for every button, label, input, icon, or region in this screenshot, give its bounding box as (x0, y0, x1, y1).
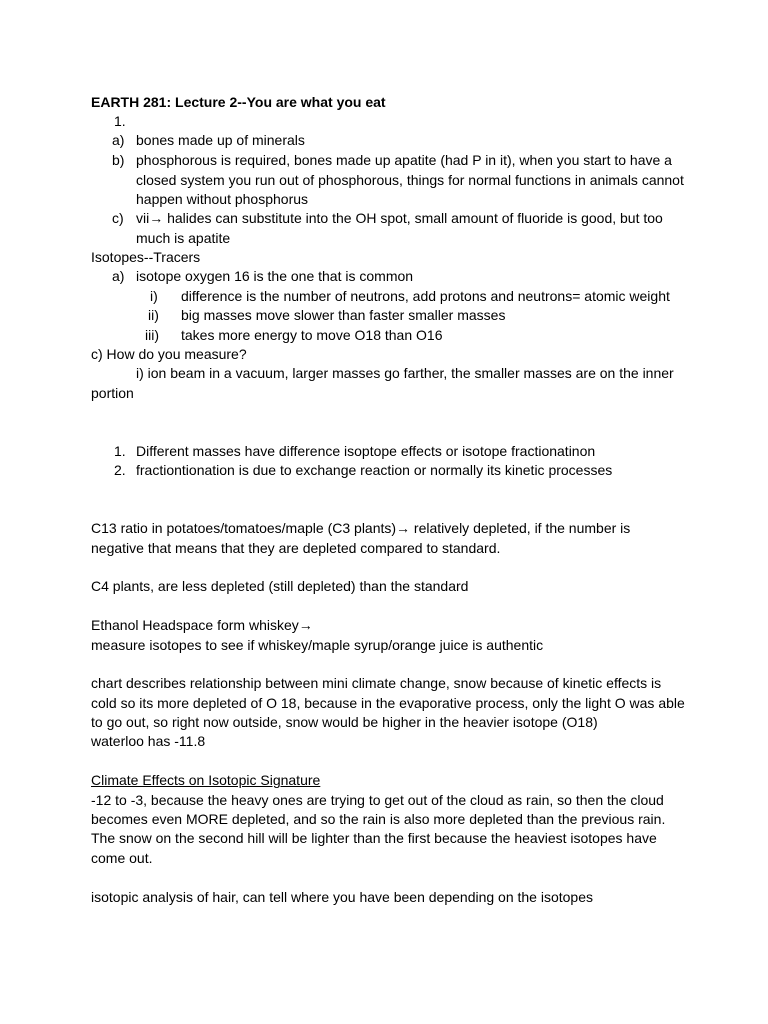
list-item-text: isotope oxygen 16 is the one that is common (136, 268, 414, 284)
sublist-marker: i) (150, 288, 158, 304)
paragraph-line: waterloo has -11.8 (91, 733, 206, 749)
sublist-marker: ii) (148, 307, 159, 323)
list-number: 1. (114, 113, 126, 129)
list-number: 2. (114, 462, 126, 478)
list-item-text: Different masses have difference isoptope effects or isotope fractionatinon (136, 443, 596, 459)
list-marker: b) (112, 152, 125, 168)
list-number: 1. (114, 443, 126, 459)
paragraph-line: C13 ratio in potatoes/tomatoes/maple (C3 plants)→ relatively depleted, if the number is (91, 520, 631, 536)
list-marker: a) (112, 132, 125, 148)
sublist-marker: iii) (145, 327, 159, 343)
section-heading: Isotopes--Tracers (91, 249, 201, 265)
list-item-text: much is apatite (136, 230, 231, 246)
sublist-item-text: big masses move slower than faster smaller masses (181, 307, 506, 323)
sublist-item-text: takes more energy to move O18 than O16 (181, 327, 443, 343)
section-heading-underlined: Climate Effects on Isotopic Signature (91, 772, 321, 788)
paragraph-line: measure isotopes to see if whiskey/maple syrup/orange juice is authentic (91, 637, 544, 653)
list-item-text: closed system you run out of phosphorous, things for normal functions in animals cannot (136, 172, 684, 188)
list-marker: c) (112, 210, 124, 226)
paragraph-line: isotopic analysis of hair, can tell where you have been depending on the isotopes (91, 889, 594, 905)
list-marker: a) (112, 268, 125, 284)
paragraph-line: The snow on the second hill will be lighter than the first because the heaviest isotopes have (91, 830, 657, 846)
document-title: EARTH 281: Lecture 2--You are what you eat (91, 94, 386, 110)
list-item-text: bones made up of minerals (136, 132, 305, 148)
sublist-item-text: difference is the number of neutrons, add protons and neutrons= atomic weight (181, 288, 670, 304)
paragraph-line: becomes even MORE depleted, and so the rain is also more depleted than the previous rain. (91, 811, 666, 827)
list-item-text: portion (91, 385, 134, 401)
list-item-text: i) ion beam in a vacuum, larger masses go farther, the smaller masses are on the inner (136, 365, 674, 381)
paragraph-line: negative that means that they are depleted compared to standard. (91, 540, 501, 556)
paragraph-line: -12 to -3, because the heavy ones are trying to get out of the cloud as rain, so then the cloud (91, 792, 664, 808)
paragraph-line: cold so its more depleted of O 18, because in the evaporative process, only the light O was able (91, 695, 685, 711)
paragraph-line: chart describes relationship between mini climate change, snow because of kinetic effects is (91, 675, 662, 691)
paragraph-line: C4 plants, are less depleted (still depleted) than the standard (91, 578, 469, 594)
list-item-text: vii→ halides can substitute into the OH spot, small amount of fluoride is good, but too (136, 210, 663, 226)
paragraph-line: Ethanol Headspace form whiskey→ (91, 617, 313, 633)
paragraph-line: come out. (91, 850, 153, 866)
list-item-text: phosphorous is required, bones made up apatite (had P in it), when you start to have a (136, 152, 672, 168)
list-item-text: fractiontionation is due to exchange reaction or normally its kinetic processes (136, 462, 613, 478)
list-item-text: happen without phosphorus (136, 191, 309, 207)
paragraph-line: to go out, so right now outside, snow would be higher in the heavier isotope (O18) (91, 714, 598, 730)
list-item-text: c) How do you measure? (91, 346, 247, 362)
